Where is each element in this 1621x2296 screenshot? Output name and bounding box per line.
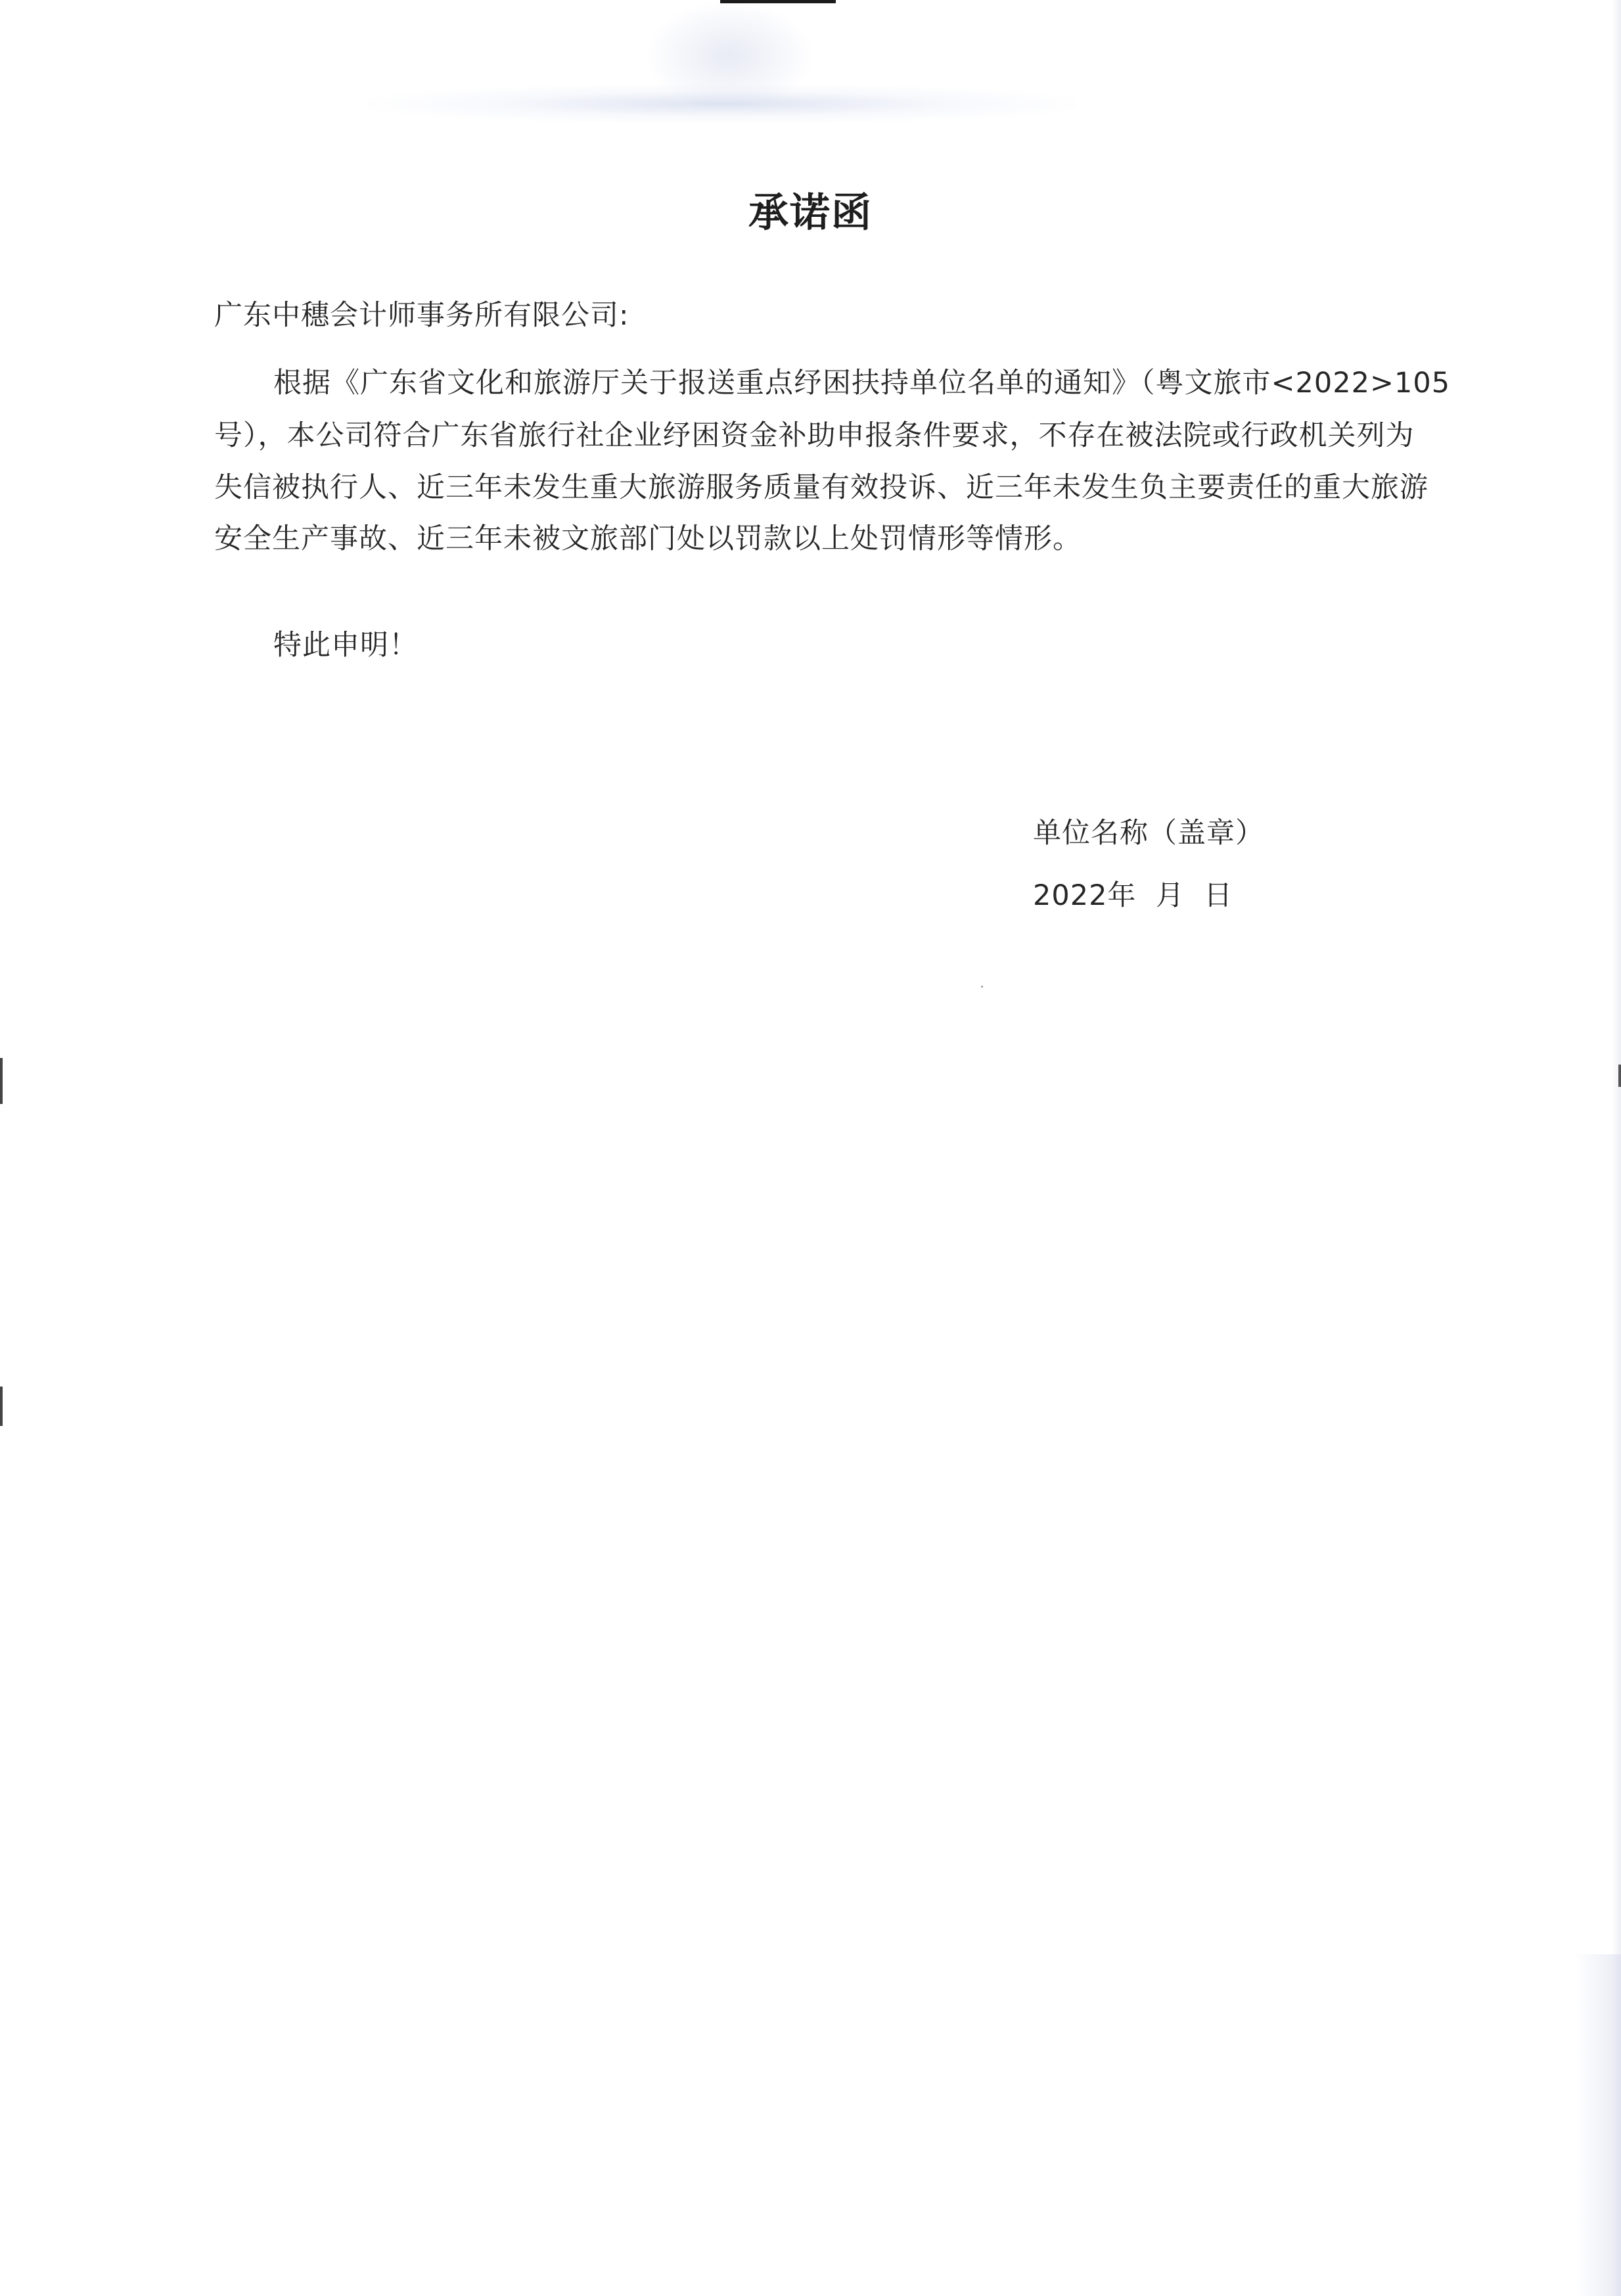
body-line: 根据《广东省文化和旅游厅关于报送重点纾困扶持单位名单的通知》（粤文旅市<2022>105	[273, 367, 1451, 400]
closing-statement: 特此申明！	[273, 629, 418, 662]
signature-date: 2022年 月 日	[1033, 879, 1233, 912]
scan-edge-mark	[0, 1058, 3, 1104]
body-line: 号），本公司符合广东省旅行社企业纾困资金补助申报条件要求，不存在被法院或行政机关列为	[214, 419, 1415, 452]
addressee: 广东中穗会计师事务所有限公司:	[214, 299, 629, 332]
document-title: 承诺函	[748, 189, 873, 236]
scan-shadow	[368, 84, 1078, 124]
body-line: 安全生产事故、近三年未被文旅部门处以罚款以上处罚情形等情形。	[214, 522, 1082, 555]
scan-corner-shadow	[1575, 1954, 1621, 2296]
signature-name-label: 单位名称（盖章）	[1033, 817, 1264, 850]
scan-right-edge	[1612, 0, 1621, 2296]
scan-edge-mark	[1618, 1065, 1621, 1087]
body-line: 失信被执行人、近三年未发生重大旅游服务质量有效投诉、近三年未发生负主要责任的重大旅游	[214, 471, 1428, 504]
scan-top-mark	[720, 0, 836, 3]
scan-edge-mark	[0, 1387, 3, 1426]
scan-speck	[981, 986, 983, 988]
